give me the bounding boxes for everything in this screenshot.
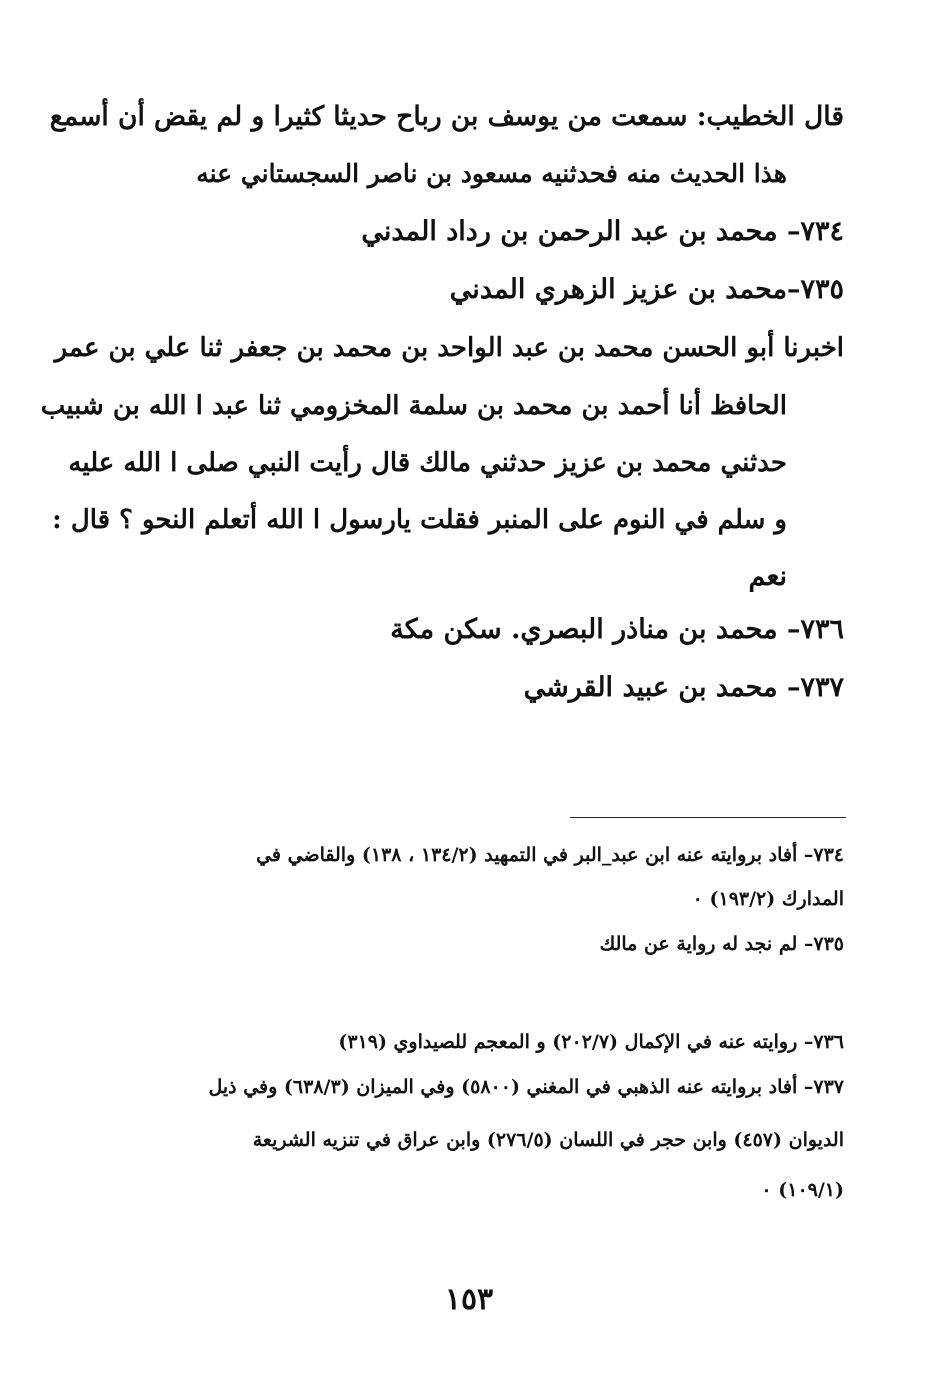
main-text-line: حدثني محمد بن عزيز حدثني مالك قال رأيت النبي صلى ا الله عليه <box>68 448 787 478</box>
main-text-line: نعم <box>748 561 787 592</box>
footnote-line: (١٠٩/١) ٠ <box>761 1179 844 1201</box>
main-text-line: ٧٣٥–محمد بن عزيز الزهري المدني <box>449 274 844 305</box>
main-text-line: ٧٣٦– محمد بن مناذر البصري. سكن مكة <box>390 614 844 645</box>
footnote-line: ٧٣٥– لم نجد له رواية عن مالك <box>599 933 844 955</box>
footnote-line: ٧٣٤– أفاد بروايته عنه ابن عبد_البر في التمهيد (١٣٤/٢ ، ١٣٨) والقاضي في <box>256 844 844 866</box>
main-text-line: قال الخطيب: سمعت من يوسف بن رباح حديثا كثيرا و لم يقض أن أسمع <box>49 101 844 132</box>
footnote-separator <box>570 817 846 818</box>
footnote-line: ٧٣٦– روايته عنه في الإكمال (٢٠٢/٧) و المعجم للصيداوي (٣١٩) <box>338 1031 844 1053</box>
main-text-line: و سلم في النوم على المنبر فقلت يارسول ا الله أتعلم النحو ؟ قال : <box>52 505 787 535</box>
main-text-line: ٧٣٤– محمد بن عبد الرحمن بن رداد المدني <box>361 216 844 247</box>
main-text-line: هذا الحديث منه فحدثنيه مسعود بن ناصر السجستاني عنه <box>196 159 787 188</box>
main-text-line: الحافظ أنا أحمد بن محمد بن سلمة المخزومي ثنا عبد ا الله بن شبيب <box>40 391 787 421</box>
footnote-line: الديوان (٤٥٧) وابن حجر في اللسان (٢٧٦/٥) وابن عراق في تنزيه الشريعة <box>252 1129 844 1151</box>
page-number: ١٥٣ <box>444 1282 494 1317</box>
main-text-line: اخبرنا أبو الحسن محمد بن عبد الواحد بن محمد بن جعفر ثنا علي بن عمر <box>54 333 844 363</box>
main-text-line: ٧٣٧– محمد بن عبيد القرشي <box>523 672 844 703</box>
footnote-line: المدارك (١٩٣/٢) ٠ <box>692 888 844 910</box>
footnote-line: ٧٣٧– أفاد بروايته عنه الذهبي في المغني (٥٨٠٠) وفي الميزان (٦٣٨/٣) وفي ذيل <box>208 1076 844 1098</box>
